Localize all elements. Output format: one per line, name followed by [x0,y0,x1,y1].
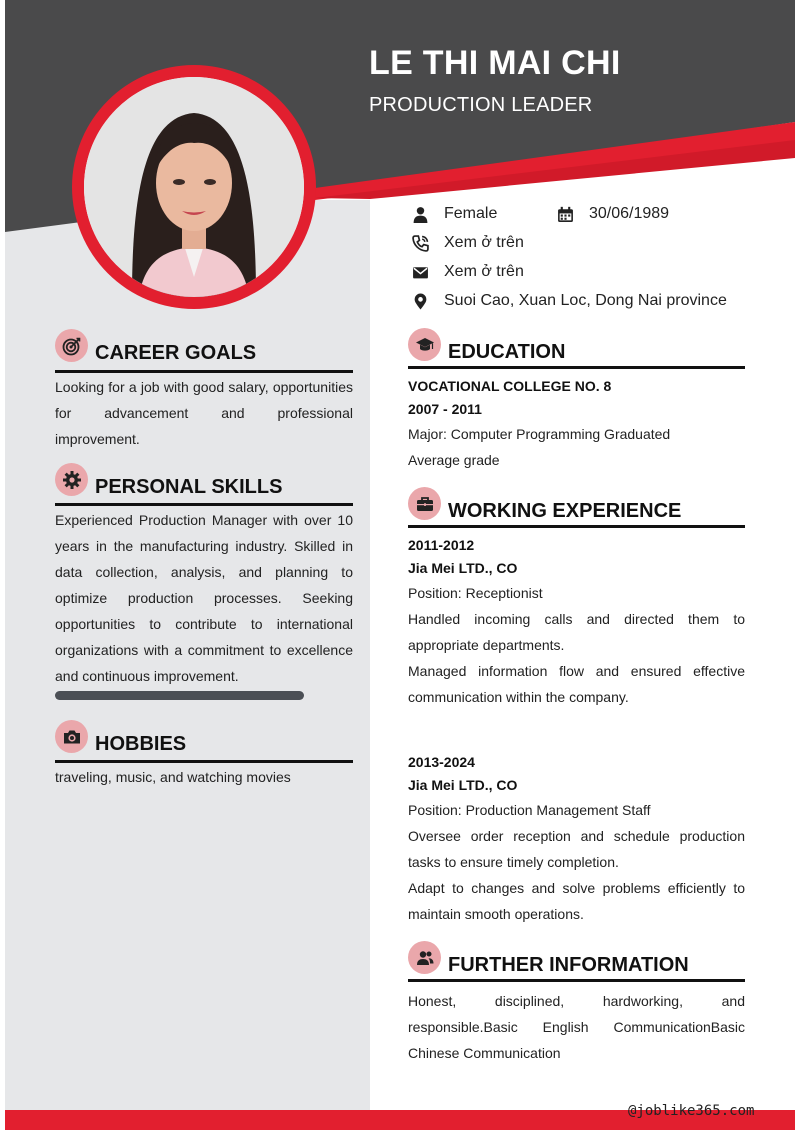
user-icon [409,203,431,225]
phone-value: Xem ở trên [444,234,524,251]
personal-skills-title: PERSONAL SKILLS [95,476,283,498]
target-icon [55,329,88,362]
job-period: 2013-2024 [408,754,475,770]
mail-icon [409,261,431,283]
gender-value: Female [444,205,498,222]
gear-icon [55,463,88,496]
hobbies-title: HOBBIES [95,733,187,755]
hobbies-text: traveling, music, and watching movies [55,769,291,785]
further-info-rule [408,979,745,982]
contact-birthdate [554,203,669,225]
education-grade: Average grade [408,452,500,468]
briefcase-icon [408,487,441,520]
personal-skills-text: Experienced Production Manager with over 10 years in the manufacturing industry. Skilled in data collection, analysis, and planning to optimize production processes. Seeking opportunities to contribute to international organizations with a commitment to excellence and continuous improvement. [55,512,353,684]
birthdate-value: 30/06/1989 [589,205,670,222]
education-rule [408,366,745,369]
education-school: VOCATIONAL COLLEGE NO. 8 [408,378,612,394]
career-goals-rule [55,370,353,373]
hobbies-header [55,723,186,756]
job-position: Position: Production Management Staff [408,802,651,818]
education-header [408,331,565,364]
candidate-name: LE THI MAI CHI [369,44,621,82]
personal-skills-rule [55,503,353,506]
further-info-title: FURTHER INFORMATION [448,954,689,976]
skill-level-bar [55,691,304,700]
career-goals-text: Looking for a job with good salary, opportunities for advancement and professional improvement. [55,379,353,447]
calendar-icon [554,203,576,225]
phone-icon [409,232,431,254]
contact-gender [409,203,497,225]
graduation-cap-icon [408,328,441,361]
further-info-text: Honest, disciplined, hardworking, and responsible.Basic English CommunicationBasic Chinese Communication [408,993,745,1061]
job-duty: Oversee order reception and schedule production tasks to ensure timely completion. [408,828,745,870]
camera-icon [55,720,88,753]
contact-address [409,290,727,312]
experience-title: WORKING EXPERIENCE [448,500,682,522]
email-value: Xem ở trên [444,263,524,280]
profile-photo [84,77,304,297]
job-duty: Managed information flow and ensured effective communication within the company. [408,663,745,705]
watermark: @joblike365.com [628,1103,755,1119]
education-period: 2007 - 2011 [408,401,482,417]
education-title: EDUCATION [448,341,566,363]
further-info-header [408,944,689,977]
experience-rule [408,525,745,528]
users-icon [408,941,441,974]
hobbies-rule [55,760,353,763]
job-period: 2011-2012 [408,537,475,553]
candidate-role: PRODUCTION LEADER [369,94,593,116]
contact-phone [409,232,524,254]
education-major: Major: Computer Programming Graduated [408,426,671,442]
address-value: Suoi Cao, Xuan Loc, Dong Nai province [444,292,727,309]
location-icon [409,290,431,312]
job-position: Position: Receptionist [408,585,543,601]
personal-skills-header [55,466,282,499]
career-goals-header [55,332,256,365]
contact-email [409,261,524,283]
job-company: Jia Mei LTD., CO [408,777,518,793]
job-duty: Handled incoming calls and directed them to appropriate departments. [408,611,745,653]
job-company: Jia Mei LTD., CO [408,560,518,576]
experience-header [408,490,681,523]
career-goals-title: CAREER GOALS [95,342,257,364]
job-duty: Adapt to changes and solve problems efficiently to maintain smooth operations. [408,880,745,922]
